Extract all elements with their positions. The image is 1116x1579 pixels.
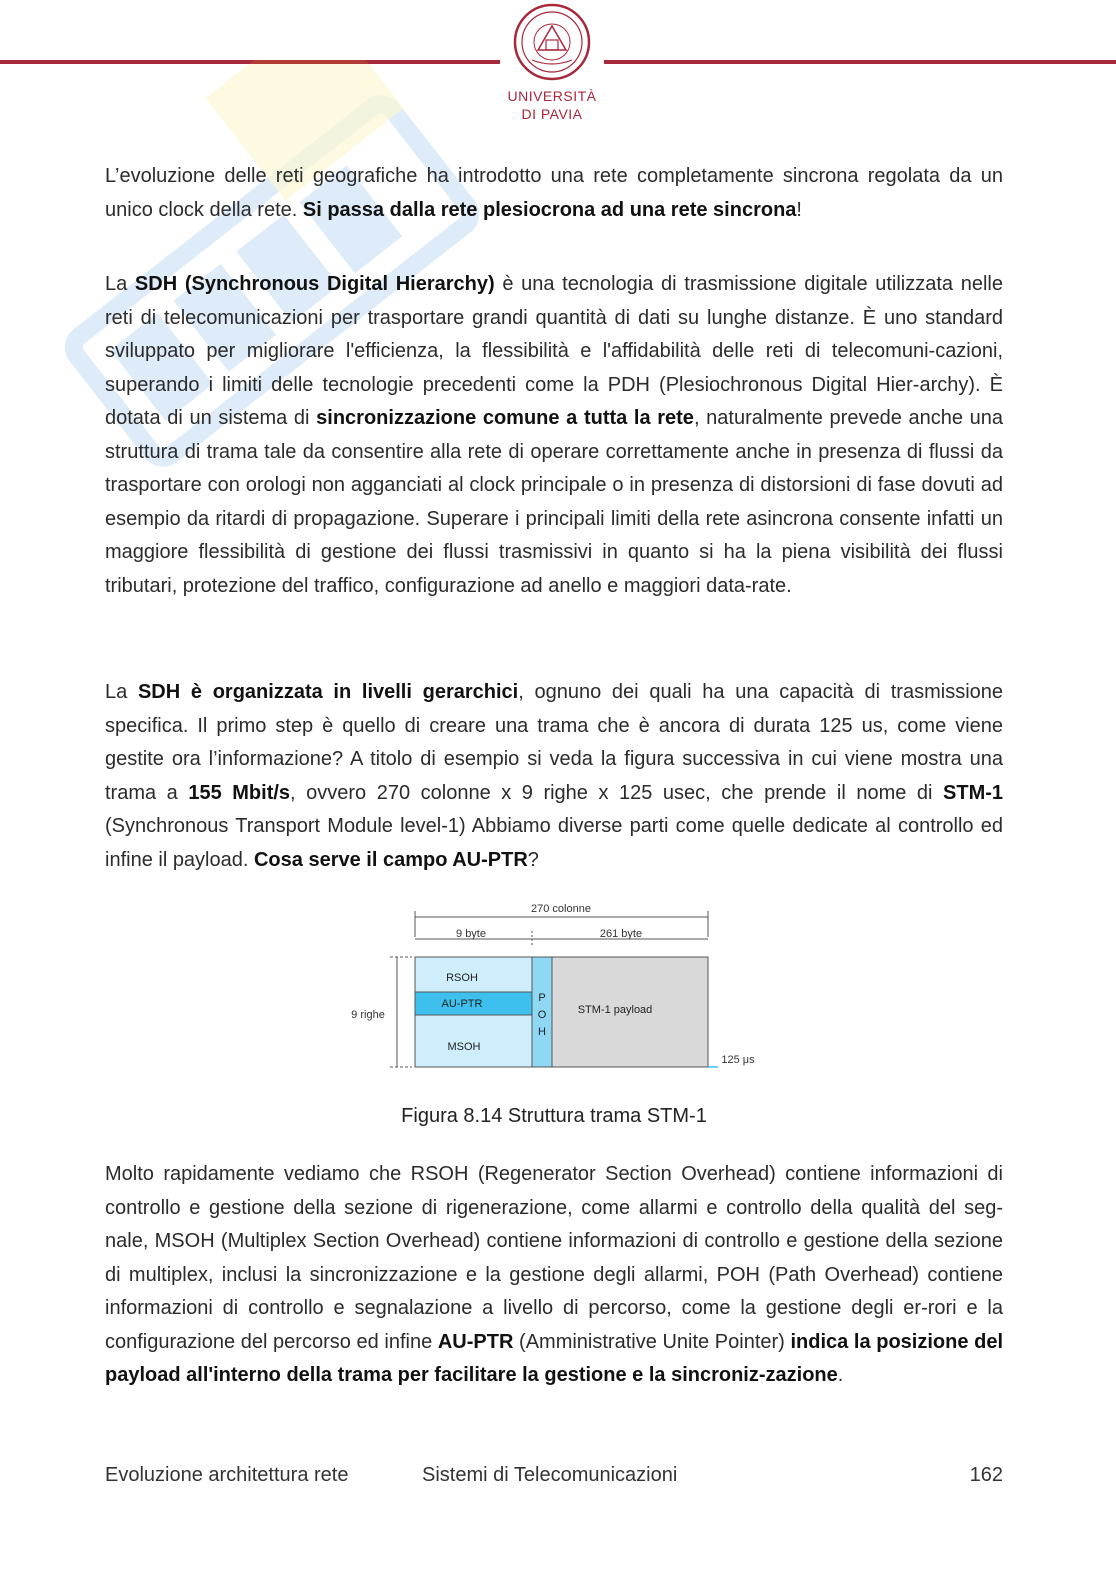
text-segment: , ovvero 270 colonne x 9 righe x 125 usec, che prende il nome di: [290, 781, 944, 804]
text-segment: Molto rapidamente vediamo che RSOH (Regenerator Section Overhead) contiene informazioni di controllo e gestione della sezione di rigenerazione, come allarmi e controllo della qualità del seg-nale, MSOH (Multiplex Section Overhead) contiene informazioni di controllo e gestione della sezione di multiplex, inclusi la sincronizzazione e la gestione degli allarmi, POH (Path Overhead) contiene informazioni di controllo e segnalazione a livello di percorso, come la gestione degli er-rori e la configurazione del percorso ed infine: [105, 1163, 1003, 1353]
text-segment: è una tecnologia di trasmissione digitale utilizzata nelle reti di telecomunicazioni per trasportare grandi quantità di dati su lunghe distanze. È uno standard sviluppato per migliorare l'efficienza, la flessibilità e l'affidabilità delle reti di telecomuni-cazioni, superando i limiti delle tecnologie precedenti come la PDH (Plesiochronous Digital Hier-archy). È dotata di un sistema di: [105, 273, 1003, 429]
figure-caption: Figura 8.14 Struttura trama STM-1: [401, 1105, 707, 1127]
auptr-label: AU-PTR: [441, 998, 483, 1010]
bold-text-segment: Cosa serve il campo AU-PTR: [253, 848, 528, 871]
poh-label-o: O: [537, 1009, 547, 1021]
bold-text-segment: AU-PTR: [437, 1330, 514, 1353]
footer-course: Sistemi di Telecomunicazioni: [422, 1464, 678, 1486]
bold-text-segment: Si passa dalla rete plesiocrona ad una rete sincrona: [302, 198, 797, 221]
footer-page-number: 162: [969, 1464, 1003, 1486]
paragraph-intro: [105, 160, 1003, 227]
paragraph-sdh-definition: [105, 268, 1003, 603]
text-segment: , naturalmente prevede anche una struttura di trama tale da consentire alla rete di operare correttamente anche in presenza di flussi da trasportare con orologi non agganciati al clock principale o in presenza di distorsioni di fase dovuti ad esempio da ritardi di propagazione. Superare i principali limiti della rete asincrona consente infatti un maggiore flessibilità di gestione dei flussi trasmissivi in quanto si ha la piena visibilità dei flussi tributari, protezione del traffico, configurazione ad anello e maggiori data-rate.: [105, 407, 1003, 597]
bold-text-segment: indica la posizione del payload all'interno della trama per facilitare la gestione e la sincroniz-zazione: [105, 1330, 1004, 1386]
bold-text-segment: SDH (Synchronous Digital Hierarchy): [134, 273, 495, 295]
header-rule-right: [604, 60, 1116, 64]
text-segment: L’evoluzione delle reti geografiche ha introdotto una rete completamente sincrona regolata da un unico clock della rete.: [105, 165, 1003, 221]
university-seal-icon: [512, 2, 592, 82]
logo-line-2: DI PAVIA: [521, 106, 583, 122]
stm1-frame-figure: [340, 895, 780, 1080]
text-segment: !: [796, 198, 802, 221]
poh-label-h: H: [538, 1026, 546, 1038]
bold-text-segment: SDH è organizzata in livelli gerarchici: [137, 681, 519, 703]
bold-text-segment: 155 Mbit/s: [188, 781, 291, 804]
bold-text-segment: STM-1: [943, 781, 1004, 804]
text-segment: , ognuno dei quali ha una capacità di trasmissione specifica. Il primo step è quello di creare una trama che è ancora di durata 125 us, come viene gestite ora l’informazione? A titolo di esempio si veda la figura successiva in cui viene mostra una trama a: [105, 681, 1004, 804]
duration-label: 125 μs: [721, 1054, 755, 1066]
header-rule-left: [0, 60, 500, 64]
text-segment: .: [837, 1364, 844, 1386]
footer-chapter: Evoluzione architettura rete: [105, 1464, 349, 1486]
logo-line-1: UNIVERSITÀ: [507, 88, 597, 104]
cols-label: 270 colonne: [531, 903, 591, 915]
bold-text-segment: sincronizzazione comune a tutta la rete: [316, 407, 694, 429]
msoh-label: MSOH: [447, 1041, 481, 1053]
text-segment: (Amministrative Unite Pointer): [513, 1330, 791, 1353]
rows-label: 9 righe: [351, 1009, 385, 1021]
text-segment: ?: [527, 848, 539, 871]
text-segment: La: [105, 273, 135, 295]
payload-bytes-label: 261 byte: [599, 928, 643, 940]
payload-label: STM-1 payload: [577, 1004, 653, 1016]
rsoh-label: RSOH: [446, 972, 478, 984]
paragraph-overhead-description: [105, 1158, 1003, 1393]
paragraph-sdh-hierarchy: [105, 676, 1003, 877]
poh-label-p: P: [538, 992, 546, 1004]
text-segment: (Synchronous Transport Module level-1) Abbiamo diverse parti come quelle dedicate al controllo ed infine il payload.: [105, 815, 1003, 871]
overhead-bytes-label: 9 byte: [456, 928, 486, 940]
university-logo: [500, 0, 604, 125]
text-segment: La: [105, 681, 138, 703]
